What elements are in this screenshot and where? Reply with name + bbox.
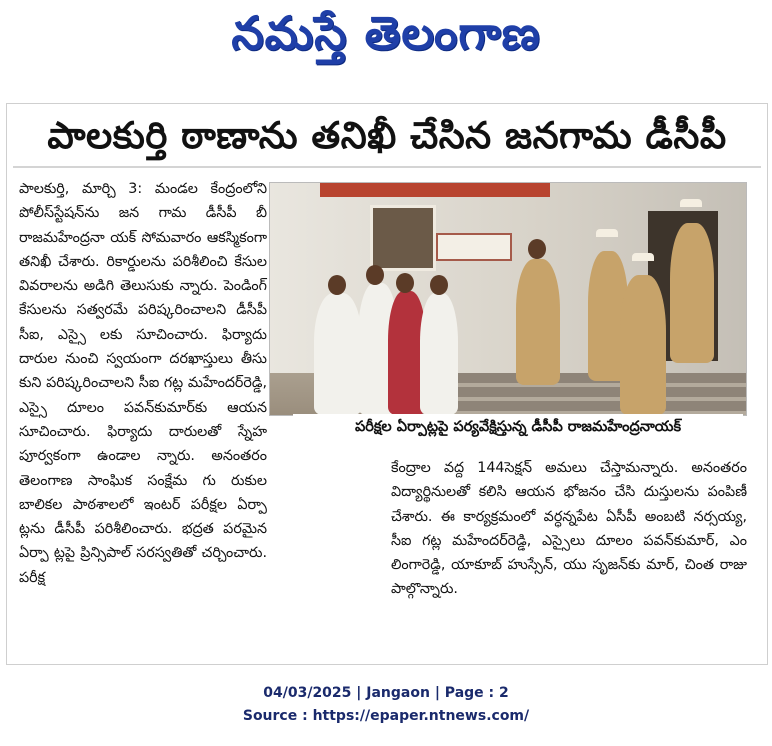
photo-officer-cap [680, 199, 702, 207]
photo-officer [670, 223, 714, 363]
article-column-right [391, 456, 747, 602]
headline-divider [13, 166, 761, 168]
photo-person-head [396, 273, 414, 293]
photo-awning [320, 183, 550, 197]
photo-officer-head [528, 239, 546, 259]
news-photo [269, 182, 747, 416]
source-link[interactable]: Source : https://epaper.ntnews.com/ [242, 708, 530, 724]
news-clipping [6, 103, 768, 665]
newspaper-logo: నమస్తే తెలంగాణ [231, 6, 541, 60]
photo-caption: పరీక్షల ఏర్పాట్లపై పర్యవేక్షిస్తున్న డీసీపీ రాజమహేంద్రనాయక్ [293, 414, 743, 440]
masthead [0, 0, 772, 78]
photo-officer [620, 275, 666, 415]
photo-person-head [430, 275, 448, 295]
photo-person-head [366, 265, 384, 285]
edition-meta: 04/03/2025 | Jangaon | Page : 2 [263, 685, 509, 701]
photo-person-head [328, 275, 346, 295]
photo-officer [516, 259, 560, 385]
photo-person [314, 293, 362, 415]
photo-notice-board [436, 233, 512, 261]
article-column-left [19, 177, 267, 590]
clipping-footer [0, 682, 772, 728]
photo-person [420, 293, 458, 415]
article-text-left: పాలకుర్తి, మార్చి 3: మండల కేంద్రంలోని పోలీస్‌స్టేషన్‌ను జన గామ డీసీపీ బీ రాజమహేంద్రనా యక్ సోమవారం ఆకస్మికంగా తనిఖీ చేశారు. రికార్డులను పరిశీలించి కేసుల వివరాలను అడిగి తెలుసుకు న్నారు. పెండింగ్ కేసులను సత్వరమే పరిష్కరించాలని డీసీపీ సీఐ, ఎస్సై లకు సూచించారు. ఫిర్యాదు దారుల నుంచి స్వయంగా దరఖాస్తులు తీసు కుని పరిష్కరించాలని సీఐ గట్ల మహేందర్‌రెడ్డి, ఎస్సై దూలం పవన్‌కుమార్‌కు ఆయన సూచించారు. ఫిర్యాదు దారులతో స్నేహ పూర్వకంగా ఉండాల న్నారు. అనంతరం తెలంగాణ సాంఘిక సంక్షేమ గు రుకుల బాలికల పాఠశాలలో ఇంటర్ పరీక్షల ఏర్పా ట్లను డీసీపీ పరిశీలించారు. భద్రత పరమైన ఏర్పా ట్లపై ప్రిన్సిపాల్ సరస్వతితో చర్చించారు. పరీక్ష [19, 181, 267, 586]
article-text-right: కేంద్రాల వద్ద 144సెక్షన్ అమలు చేస్తామన్నారు. అనంతరం విద్యార్థినులతో కలిసి ఆయన భోజనం చేసి దుస్తులను పంపిణీ చేశారు. ఈ కార్యక్రమంలో వర్ధన్నపేట ఏసీపీ అంబటి నర్సయ్య, సీఐ గట్ల మహేందర్‌రెడ్డి, ఎస్సైలు దూలం పవన్‌కుమార్, ఎం లింగారెడ్డి, యాకూబ్ హుస్సేన్, యు సృజన్‌కు మార్, చింత రాజు పాల్గొన్నారు. [391, 460, 747, 598]
photo-window [370, 205, 436, 271]
article-headline: పాలకుర్తి ఠాణాను తనిఖీ చేసిన జనగామ డీసీపీ [47, 114, 727, 157]
photo-officer-cap [596, 229, 618, 237]
photo-officer-cap [632, 253, 654, 261]
